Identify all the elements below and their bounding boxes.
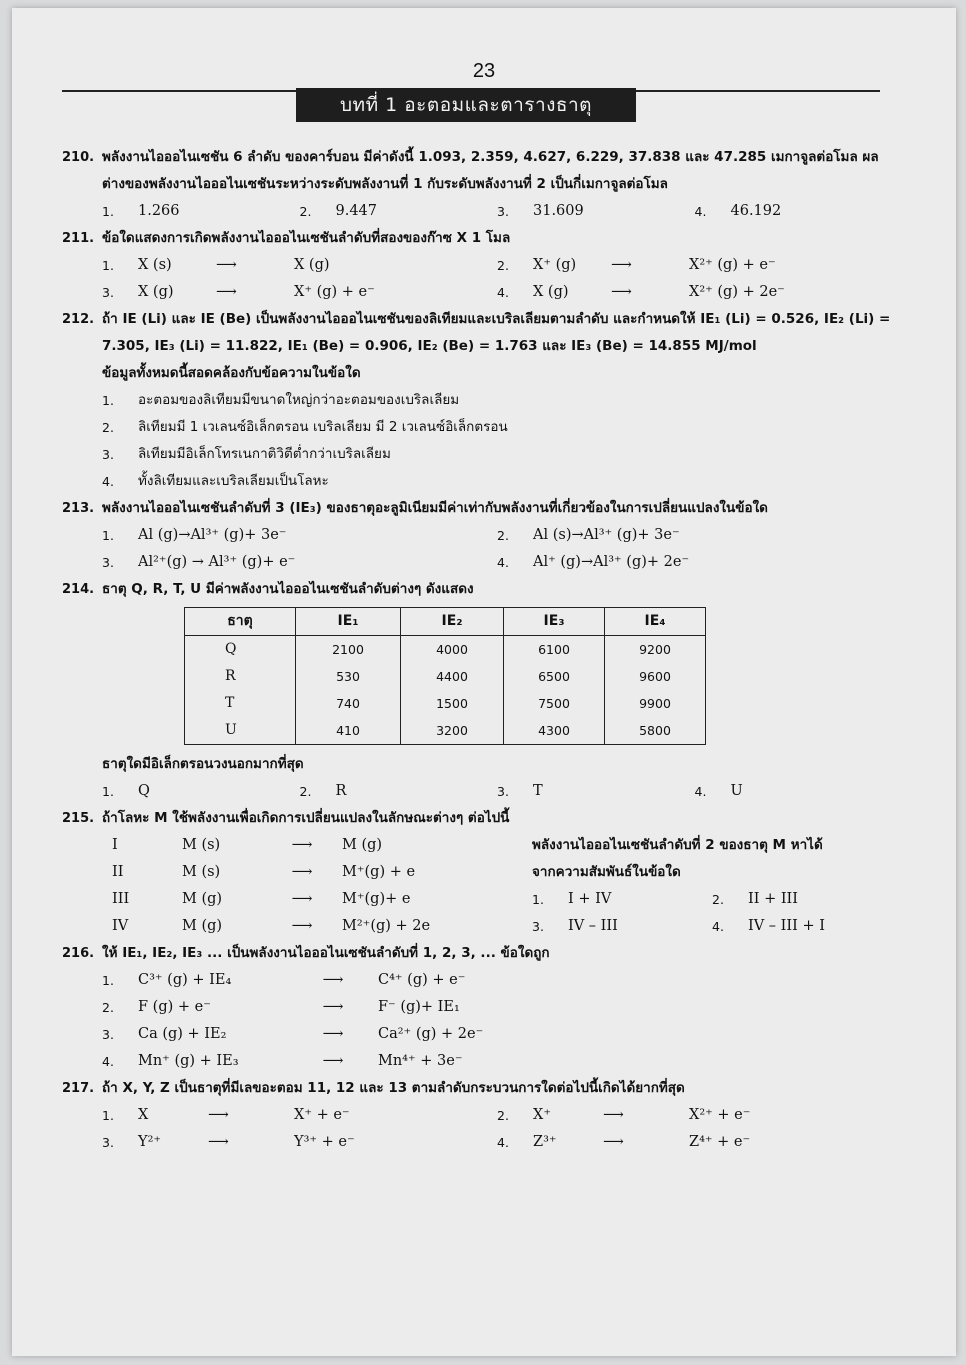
option[interactable] (497, 1102, 892, 1129)
option-number: 3. (102, 1135, 114, 1150)
product: X⁺ + e⁻ (294, 1107, 350, 1123)
reactant: M (g) (182, 918, 223, 934)
option[interactable] (102, 441, 892, 468)
product: M²⁺(g) + 2e (342, 918, 431, 934)
option-number: 1. (102, 204, 114, 219)
option-text: 9.447 (335, 203, 378, 219)
option-number: 2. (497, 528, 509, 543)
option-text: Al²⁺(g) → Al³⁺ (g)+ e⁻ (138, 554, 296, 570)
option-number: 4. (712, 919, 724, 934)
table-cell: 1500 (401, 690, 504, 717)
question-prompt: ธาตุใดมีอิเล็กตรอนวงนอกมากที่สุด (102, 756, 304, 772)
option-number: 1. (102, 393, 114, 408)
table-header: ธาตุ (185, 608, 296, 636)
option-text: II + III (748, 891, 799, 907)
reactant: M (g) (182, 891, 223, 907)
product: Ca²⁺ (g) + 2e⁻ (378, 1026, 484, 1042)
option-number: 3. (102, 447, 114, 462)
reactant: Y²⁺ (138, 1134, 162, 1150)
product: Z⁴⁺ + e⁻ (689, 1134, 751, 1150)
question-text: พลังงานไอออไนเซชันลำดับที่ 3 (IE₃) ของธาตุอะลูมิเนียมมีค่าเท่ากับพลังงานที่เกี่ยวข้องในการเปลี่ยนแปลงในข้อใด (102, 500, 768, 516)
table-cell: 5800 (605, 717, 706, 745)
option-text: 1.266 (138, 203, 180, 219)
option-text: 31.609 (533, 203, 584, 219)
arrow-icon: ⟶ (322, 972, 344, 988)
reactant: X⁺ (533, 1107, 551, 1123)
option[interactable] (102, 414, 892, 441)
option-number: 1. (102, 258, 114, 273)
option[interactable] (102, 549, 497, 576)
option[interactable] (532, 886, 712, 913)
option[interactable] (712, 913, 892, 940)
table-row (185, 717, 706, 745)
option-number: 1. (102, 973, 114, 988)
table-cell: 4300 (504, 717, 605, 745)
arrow-icon: ⟶ (322, 1053, 344, 1069)
table-row (185, 636, 706, 664)
arrow-icon: ⟶ (611, 284, 632, 300)
option-number: 1. (102, 528, 114, 543)
option-number: 3. (497, 204, 509, 219)
question-number: 213. (62, 501, 95, 516)
option-text: R (335, 783, 347, 799)
table-row (185, 663, 706, 690)
option[interactable] (102, 1021, 702, 1048)
option[interactable] (102, 522, 497, 549)
option-number: 2. (102, 1000, 114, 1015)
option-text: Al (g)→Al³⁺ (g)+ 3e⁻ (138, 527, 287, 543)
option[interactable] (497, 778, 695, 805)
reactant: X⁺ (g) (533, 257, 577, 273)
table-cell: Q (185, 636, 296, 664)
product: X²⁺ + e⁻ (689, 1107, 751, 1123)
reactant: X (s) (138, 257, 172, 273)
arrow-icon: ⟶ (291, 864, 313, 880)
table-cell: 410 (296, 717, 401, 745)
option-text: I + IV (568, 891, 612, 907)
product: X²⁺ (g) + e⁻ (689, 257, 776, 273)
table-cell: 740 (296, 690, 401, 717)
option[interactable] (712, 886, 892, 913)
option[interactable] (532, 913, 712, 940)
reactant: Z³⁺ (533, 1134, 557, 1150)
table-cell: 9200 (605, 636, 706, 664)
process-steps (62, 832, 532, 940)
option-number: 3. (102, 1027, 114, 1042)
question-216 (62, 940, 892, 1075)
page-number: 23 (472, 60, 496, 82)
option-number: 2. (102, 420, 114, 435)
question-text: ถ้า X, Y, Z เป็นธาตุที่มีเลขอะตอม 11, 12 และ 13 ตามลำดับกระบวนการใดต่อไปนี้เกิดได้ยากที่สุด (102, 1080, 685, 1096)
product: Y³⁺ + e⁻ (294, 1134, 355, 1150)
option-number: 1. (102, 784, 114, 799)
option-text: Al⁺ (g)→Al³⁺ (g)+ 2e⁻ (533, 554, 690, 570)
question-prompt: ข้อมูลทั้งหมดนี้สอดคล้องกับข้อความในข้อใด (102, 365, 361, 381)
table-header: IE₃ (504, 608, 605, 636)
arrow-icon: ⟶ (208, 1107, 229, 1123)
table-header-row (185, 608, 706, 636)
question-text: ถ้าโลหะ M ใช้พลังงานเพื่อเกิดการเปลี่ยนแปลงในลักษณะต่างๆ ต่อไปนี้ (102, 810, 510, 826)
option[interactable] (102, 967, 702, 994)
table-cell: 6100 (504, 636, 605, 664)
process-step (102, 886, 532, 913)
option[interactable] (497, 549, 892, 576)
question-text: ข้อใดแสดงการเกิดพลังงานไอออไนเซชันลำดับที่สองของก๊าซ X 1 โมล (102, 230, 511, 246)
option-number: 2. (497, 1108, 509, 1123)
arrow-icon: ⟶ (611, 257, 632, 273)
option[interactable] (300, 778, 498, 805)
table-header: IE₁ (296, 608, 401, 636)
question-number: 214. (62, 582, 95, 597)
arrow-icon: ⟶ (291, 837, 313, 853)
option-number: 3. (102, 285, 114, 300)
option-text: T (533, 783, 543, 799)
product: X (g) (294, 257, 330, 273)
question-text: ถ้า IE (Li) และ IE (Be) เป็นพลังงานไอออไนเซชันของลิเทียมและเบริลเลียมตามลำดับ และกำหนดให้ IE₁ (Li) = 0.526, IE₂ (Li) = 7.305, IE₃ (Li) = 11.822, IE₁ (Be) = 0.906, IE₂ (Be) = 1.763 และ IE₃ (Be) = 14.855 MJ/mol (102, 311, 891, 354)
table-header: IE₄ (605, 608, 706, 636)
option[interactable] (102, 252, 497, 279)
question-212 (62, 306, 892, 495)
table-cell: 6500 (504, 663, 605, 690)
product: M⁺(g) + e (342, 864, 416, 880)
option[interactable] (102, 279, 497, 306)
option-text: ทั้งลิเทียมและเบริลเลียมเป็นโลหะ (138, 473, 329, 489)
option-number: 4. (497, 1135, 509, 1150)
table-cell: 4000 (401, 636, 504, 664)
ionization-energy-table (184, 607, 706, 745)
question-text: ธาตุ Q, R, T, U มีค่าพลังงานไอออไนเซชันลำดับต่างๆ ดังแสดง (102, 581, 474, 597)
product: M (g) (342, 837, 383, 853)
question-text: พลังงานไอออไนเซชัน 6 ลำดับ ของคาร์บอน มีค่าดังนี้ 1.093, 2.359, 4.627, 6.229, 37.838 และ 47.285 เมกาจูลต่อโมล ผลต่างของพลังงานไอออไนเซชันระหว่างระดับพลังงานที่ 1 กับระดับพลังงานที่ 2 เป็นกี่เมกาจูลต่อโมล (102, 149, 879, 192)
option-number: 3. (532, 919, 544, 934)
option[interactable] (102, 778, 300, 805)
arrow-icon: ⟶ (603, 1107, 624, 1123)
option[interactable] (102, 994, 702, 1021)
option[interactable] (102, 1102, 497, 1129)
questions (62, 144, 892, 1156)
question-211 (62, 225, 892, 306)
option-number: 2. (497, 258, 509, 273)
arrow-icon: ⟶ (216, 257, 237, 273)
option[interactable] (497, 198, 695, 225)
option[interactable] (497, 279, 892, 306)
option[interactable] (102, 1048, 702, 1075)
table-cell: 7500 (504, 690, 605, 717)
question-prompt: พลังงานไอออไนเซชันลำดับที่ 2 ของธาตุ M หาได้ (532, 837, 823, 853)
option-number: 4. (497, 555, 509, 570)
option[interactable] (497, 522, 892, 549)
option[interactable] (695, 198, 893, 225)
arrow-icon: ⟶ (291, 891, 313, 907)
product: X⁺ (g) + e⁻ (294, 284, 375, 300)
question-number: 217. (62, 1081, 95, 1096)
option[interactable] (102, 468, 892, 495)
question-text: ให้ IE₁, IE₂, IE₃ ... เป็นพลังงานไอออไนเซชันลำดับที่ 1, 2, 3, ... ข้อใดถูก (102, 945, 550, 961)
product: C⁴⁺ (g) + e⁻ (378, 972, 466, 988)
product: X²⁺ (g) + 2e⁻ (689, 284, 785, 300)
question-number: 216. (62, 946, 95, 961)
option-number: 4. (694, 784, 707, 799)
option-number: 1. (102, 1108, 114, 1123)
table-header: IE₂ (401, 608, 504, 636)
option[interactable] (102, 387, 892, 414)
option-number: 1. (532, 892, 544, 907)
table-cell: 4400 (401, 663, 504, 690)
arrow-icon: ⟶ (322, 999, 344, 1015)
option-text: อะตอมของลิเทียมมีขนาดใหญ่กว่าอะตอมของเบริลเลียม (138, 392, 460, 408)
question-side (532, 832, 892, 940)
option-text: Q (138, 783, 150, 799)
option[interactable] (497, 1129, 892, 1156)
arrow-icon: ⟶ (216, 284, 237, 300)
table-cell: U (185, 717, 296, 745)
option-number: 4. (102, 1054, 114, 1069)
step-label: I (112, 837, 118, 853)
option-number: 2. (299, 784, 312, 799)
arrow-icon: ⟶ (322, 1026, 344, 1042)
question-214 (62, 576, 892, 805)
option-number: 3. (102, 555, 114, 570)
process-step (102, 913, 532, 940)
option-number: 3. (497, 784, 509, 799)
step-label: IV (112, 918, 129, 934)
table-cell: 530 (296, 663, 401, 690)
option-number: 2. (712, 892, 724, 907)
product: M⁺(g)+ e (342, 891, 411, 907)
question-213 (62, 495, 892, 576)
reactant: F (g) + e⁻ (138, 999, 211, 1015)
option-text: ลิเทียมมี 1 เวเลนซ์อิเล็กตรอน เบริลเลียม มี 2 เวเลนซ์อิเล็กตรอน (138, 419, 508, 435)
reactant: X (g) (138, 284, 174, 300)
option-number: 4. (694, 204, 707, 219)
reactant: C³⁺ (g) + IE₄ (138, 972, 232, 988)
option-text: ลิเทียมมีอิเล็กโทรเนกาติวิตีต่ำกว่าเบริลเลียม (138, 446, 391, 462)
reactant: Ca (g) + IE₂ (138, 1026, 227, 1042)
step-label: III (112, 891, 130, 907)
process-step (102, 832, 532, 859)
question-number: 210. (62, 150, 95, 165)
option-text: IV – III + I (748, 918, 825, 934)
question-215 (62, 805, 892, 940)
option-text: IV – III (568, 918, 618, 934)
question-210 (62, 144, 892, 225)
option[interactable] (300, 198, 498, 225)
option[interactable] (695, 778, 893, 805)
table-cell: 2100 (296, 636, 401, 664)
product: Mn⁴⁺ + 3e⁻ (378, 1053, 463, 1069)
step-label: II (112, 864, 124, 880)
table-cell: 9900 (605, 690, 706, 717)
product: F⁻ (g)+ IE₁ (378, 999, 460, 1015)
option-text: U (730, 783, 743, 799)
option-number: 4. (102, 474, 114, 489)
question-number: 211. (62, 231, 95, 246)
option[interactable] (497, 252, 892, 279)
question-prompt: จากความสัมพันธ์ในข้อใด (532, 864, 681, 880)
table-cell: 9600 (605, 663, 706, 690)
question-217 (62, 1075, 892, 1156)
table-cell: 3200 (401, 717, 504, 745)
reactant: M (s) (182, 864, 221, 880)
option-text: 46.192 (730, 203, 782, 219)
reactant: X (g) (533, 284, 569, 300)
table-cell: R (185, 663, 296, 690)
chapter-banner: บทที่ 1 อะตอมและตารางธาตุ (296, 88, 636, 122)
option-number: 2. (299, 204, 312, 219)
question-number: 212. (62, 312, 95, 327)
arrow-icon: ⟶ (291, 918, 313, 934)
reactant: M (s) (182, 837, 221, 853)
table-cell: T (185, 690, 296, 717)
page (12, 8, 956, 1356)
table-row (185, 690, 706, 717)
arrow-icon: ⟶ (603, 1134, 624, 1150)
reactant: X (138, 1107, 149, 1123)
option[interactable] (102, 1129, 497, 1156)
reactant: Mn⁺ (g) + IE₃ (138, 1053, 239, 1069)
option-text: Al (s)→Al³⁺ (g)+ 3e⁻ (533, 527, 680, 543)
option-number: 4. (497, 285, 509, 300)
question-number: 215. (62, 811, 95, 826)
process-step (102, 859, 532, 886)
arrow-icon: ⟶ (208, 1134, 229, 1150)
option[interactable] (102, 198, 300, 225)
